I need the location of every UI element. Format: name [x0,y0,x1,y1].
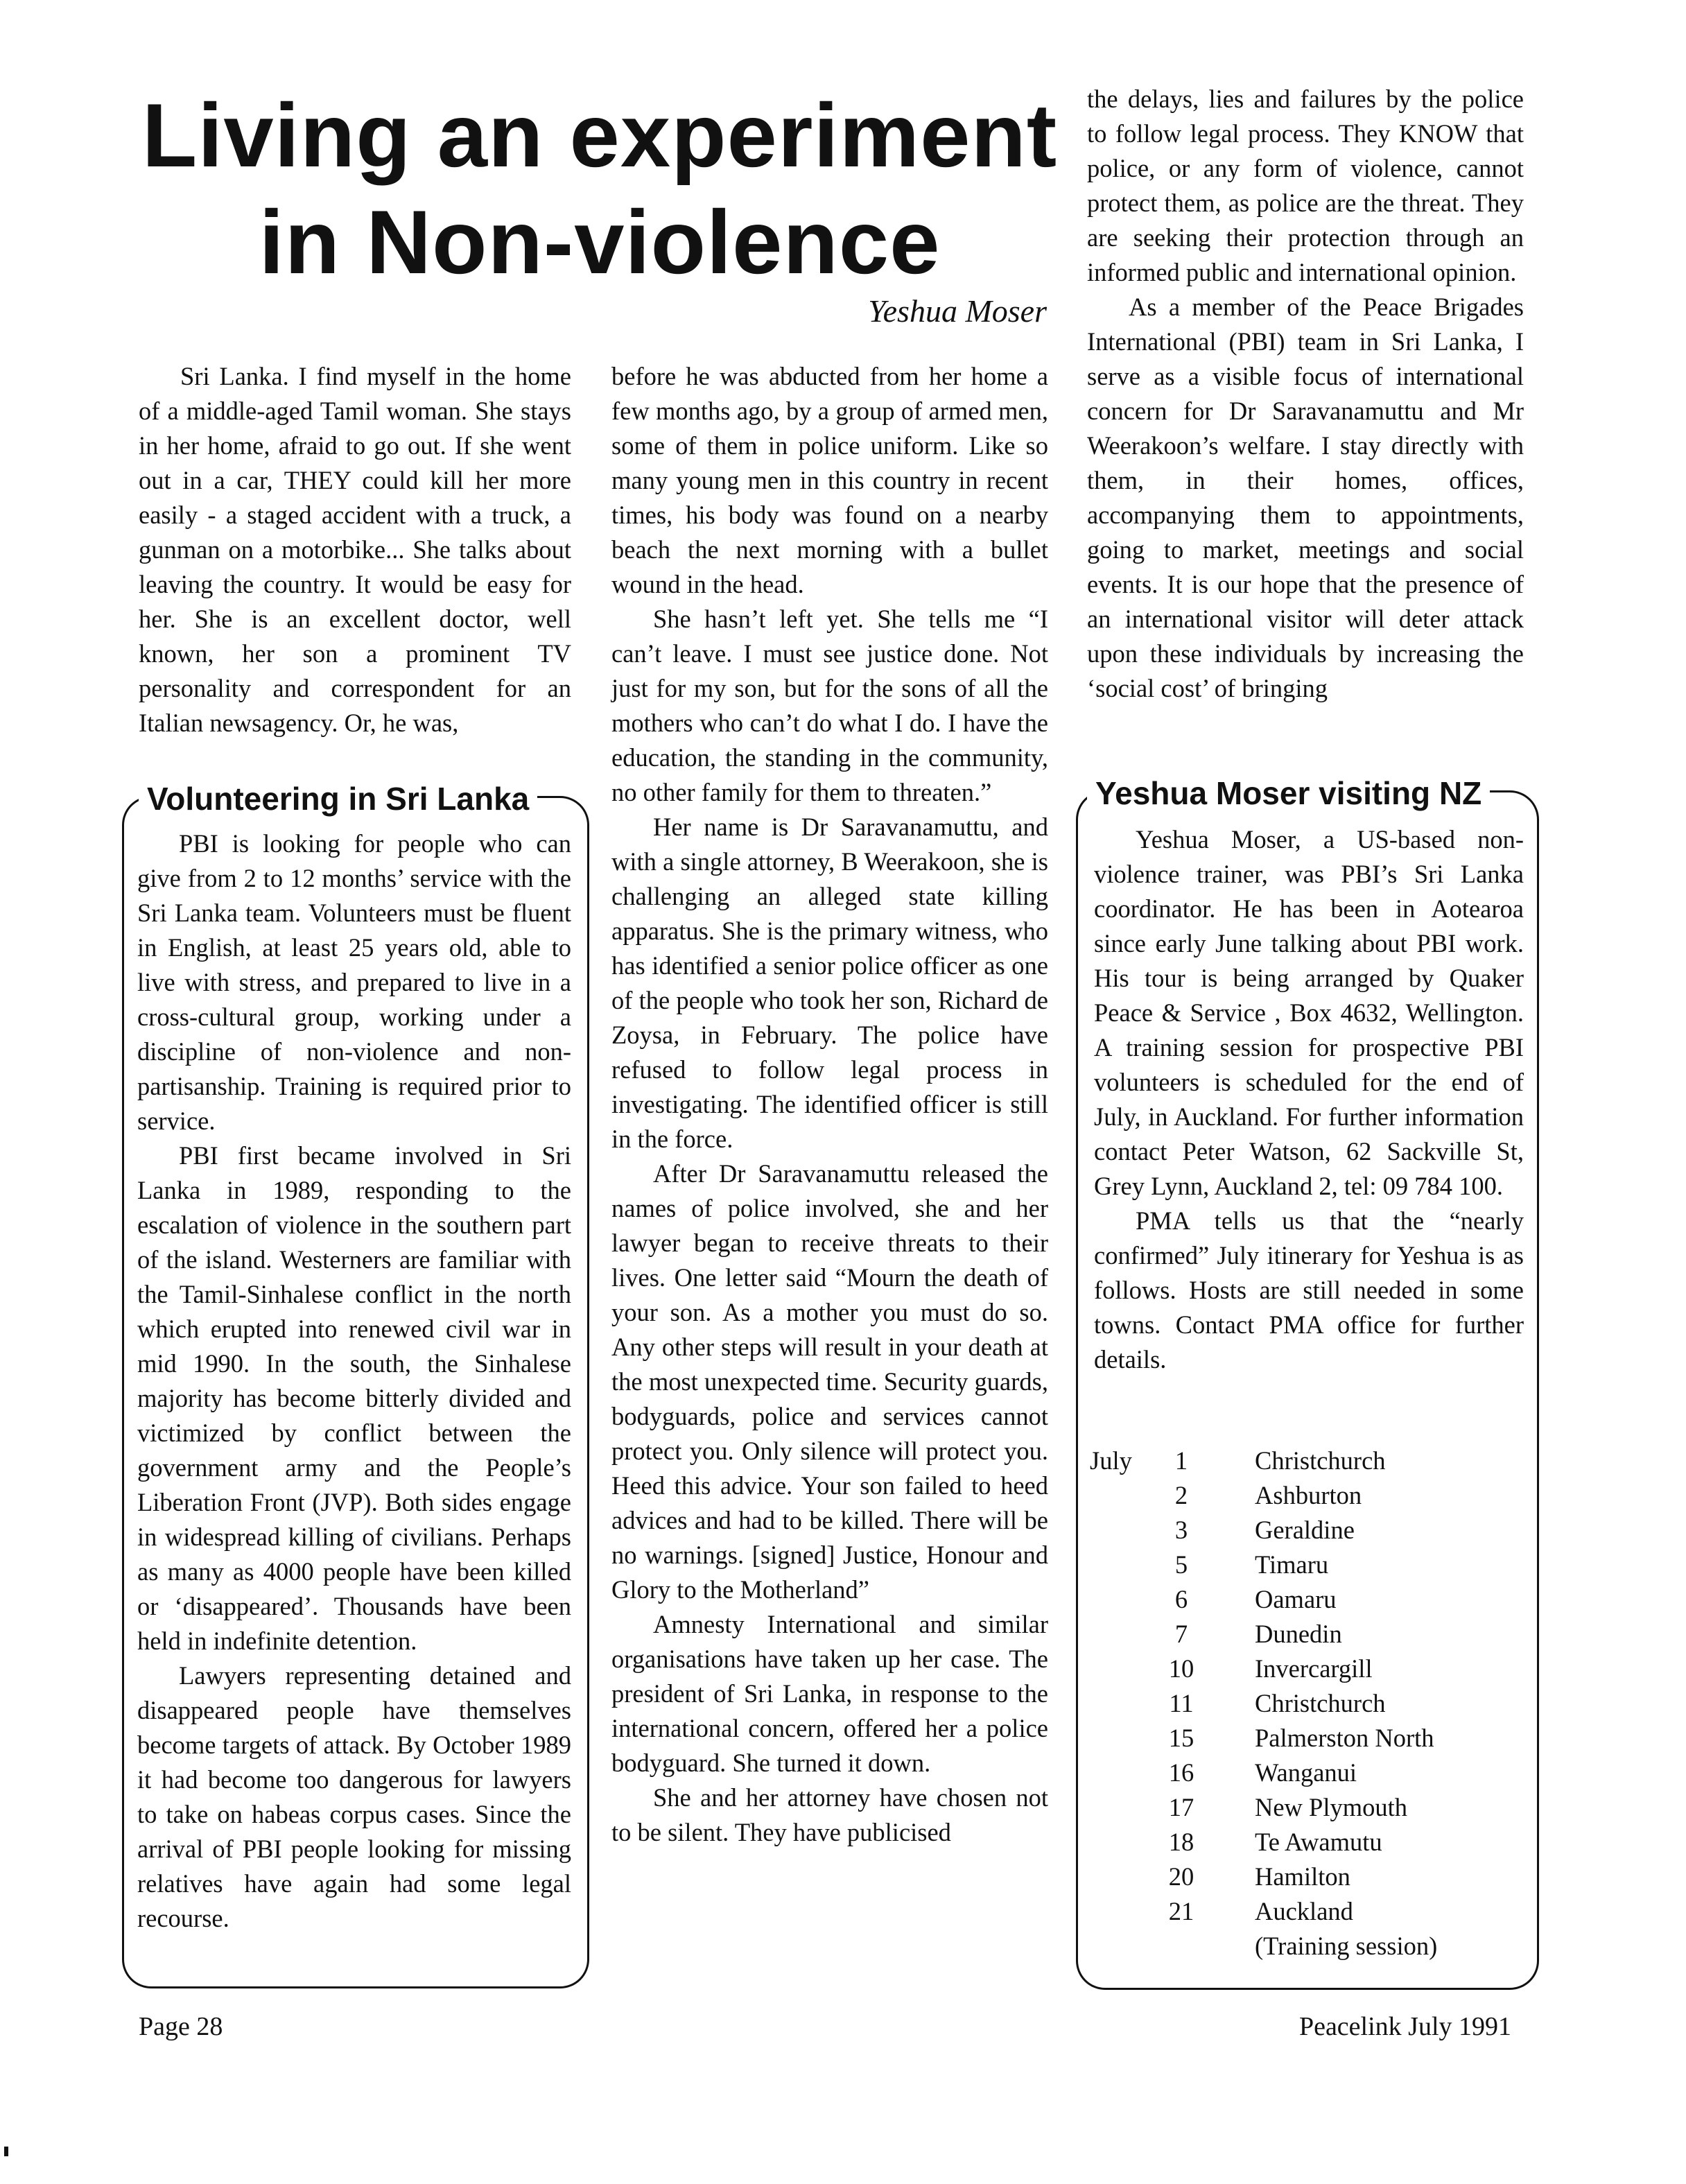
visit-box-title: Yeshua Moser visiting NZ [1087,774,1490,813]
itinerary-row [1090,1617,1520,1652]
itinerary-row [1090,1478,1520,1513]
headline-line-2: in Non-violence [259,191,941,293]
col2-paragraph-3: Her name is Dr Saravanamuttu, and with a single attorney, B Weerakoon, she is challenging an alleged state killing apparatus. She is the primary witness, who has identified a senior police officer as one of the people who took her son, Richard de Zoysa, in February. The police have refused to follow legal process in investigating. The identified officer is still in the force. [611,813,1048,1153]
col2-paragraph-5: Amnesty International and similar organisations have taken up her case. The president of Sri Lanka, in response to the international concern, offered her a police bodyguard. She turned it down. [611,1610,1048,1777]
itinerary-row [1090,1790,1520,1825]
itinerary-town: Dunedin [1255,1620,1342,1648]
itinerary-town: Christchurch [1255,1446,1386,1475]
itinerary-table [1090,1444,1520,1964]
col2-paragraph-1: before he was abducted from her home a few months ago, by a group of armed men, some of them in police uniform. Like so many young men in this country in recent times, his body was found on a nearby beach the next morning with a bullet wound in the head. [611,362,1048,598]
itinerary-town: Christchurch [1255,1689,1386,1717]
volunteering-paragraph-2: PBI first became involved in Sri Lanka in 1989, responding to the escalation of violence in the southern part of the island. Westerners are familiar with the Tamil-Sinhalese conflict in the north which erupted into renewed civil war in mid 1990. In the south, the Sinhalese majority has become bitterly divided and victimized by conflict between the government army and the People’s Liberation Front (JVP). Both sides engage in widespread killing of civilians. Perhaps as many as 4000 people have been killed or ‘disappeared’. Thousands have been held in indefinite detention. [137,1141,571,1655]
visit-paragraph-1: Yeshua Moser, a US-based non-violence trainer, was PBI’s Sri Lanka coordinator. He has been in Aotearoa since early June talking about PBI work. His tour is being arranged by Quaker Peace & Service , Box 4632, Wellington. A training session for prospective PBI volunteers is scheduled for the end of July, in Auckland. For further information contact Peter Watson, 62 Sackville St, Grey Lynn, Auckland 2, tel: 09 784 100. [1094,825,1524,1200]
itinerary-town: Te Awamutu [1255,1828,1382,1856]
page-number: Page 28 [139,2012,223,2041]
itinerary-row [1090,1825,1520,1860]
col1-paragraph-1: Sri Lanka. I find myself in the home of a middle-aged Tamil woman. She stays in her home, afraid to go out. If she went out in a car, THEY could kill her more easily - a staged accident with a truck, a gunman on a motorbike... She talks about leaving the country. It would be easy for her. She is an excellent doctor, well known, her son a prominent TV personality and correspondent for an Italian newsagency. Or, he was, [139,362,571,737]
itinerary-town: Hamilton [1255,1862,1350,1891]
itinerary-town: Oamaru [1255,1585,1337,1613]
itinerary-row [1090,1929,1520,1964]
itinerary-town: Invercargill [1255,1654,1373,1683]
itinerary-town: Auckland [1255,1897,1353,1925]
itinerary-day: 10 [1168,1654,1194,1683]
itinerary-day: 3 [1174,1516,1188,1544]
itinerary-town: Wanganui [1255,1758,1357,1787]
article-column-3 [1087,82,1524,706]
itinerary-town: Timaru [1255,1550,1329,1579]
col3-paragraph-2: As a member of the Peace Brigades International (PBI) team in Sri Lanka, I serve as a visible focus of international concern for Dr Saravanamuttu and Mr Weerakoon’s welfare. I stay directly with them, in their homes, offices, accompanying them to appointments, going to market, meetings and social events. It is our hope that the presence of an international visitor will deter attack upon these individuals by increasing the ‘social cost’ of bringing [1087,293,1524,702]
itinerary-day: 15 [1168,1724,1194,1752]
article-headline [139,82,1061,295]
itinerary-town: Palmerston North [1255,1724,1434,1752]
visit-box-body [1094,822,1524,1377]
visit-paragraph-2: PMA tells us that the “nearly confirmed” July itinerary for Yeshua is as follows. Hosts are still needed in some towns. Contact PMA office for further details. [1094,1206,1524,1373]
itinerary-town: Ashburton [1255,1481,1362,1509]
col2-paragraph-4: After Dr Saravanamuttu released the names of police involved, she and her lawyer began to receive threats to their lives. One letter said “Mourn the death of your son. As a mother you must do so. Any other steps will result in your death at the most unexpected time. Security guards, bodyguards, police and services cannot protect you. Only silence will protect you. Heed this advice. Your son failed to heed advices and had to be killed. There will be no warnings. [signed] Justice, Honour and Glory to the Motherland” [611,1159,1048,1604]
itinerary-row [1090,1860,1520,1894]
itinerary-day: 1 [1174,1446,1188,1475]
itinerary-row [1090,1686,1520,1721]
itinerary-day: 20 [1168,1862,1194,1891]
article-column-1 [139,359,571,740]
itinerary-day: 21 [1168,1897,1194,1925]
itinerary-day: 2 [1174,1481,1188,1509]
itinerary-row [1090,1513,1520,1548]
itinerary-row [1090,1756,1520,1790]
itinerary-day: 7 [1174,1620,1188,1648]
volunteering-paragraph-3: Lawyers representing detained and disappeared people have themselves become targets of attack. By October 1989 it had become too dangerous for lawyers to take on habeas corpus cases. Since the arrival of PBI people looking for missing relatives have again had some legal recourse. [137,1661,571,1932]
itinerary-row [1090,1444,1520,1478]
itinerary-month: July [1090,1446,1132,1475]
scan-artifact-mark [4,2147,8,2156]
itinerary-town: New Plymouth [1255,1793,1408,1821]
itinerary-day: 17 [1168,1793,1194,1821]
col2-paragraph-2: She hasn’t left yet. She tells me “I can’t leave. I must see justice done. Not just for my son, but for the sons of all the mothers who can’t do what I do. I have the education, the standing in the community, no other family for them to threaten.” [611,605,1048,806]
itinerary-day: 11 [1169,1689,1194,1717]
issue-label: Peacelink July 1991 [1298,2012,1511,2041]
itinerary-row [1090,1548,1520,1582]
headline-line-1: Living an experiment [141,85,1058,186]
volunteering-paragraph-1: PBI is looking for people who can give from 2 to 12 months’ service with the Sri Lanka team. Volunteers must be fluent in English, at least 25 years old, able to live with stress, and prepared to live in a cross-cultural group, working under a discipline of non-violence and non-partisanship. Training is required prior to service. [137,829,571,1135]
itinerary-day: 6 [1174,1585,1188,1613]
volunteering-box-body [137,826,571,1936]
itinerary-row [1090,1652,1520,1686]
article-column-2 [611,359,1048,1850]
itinerary-row [1090,1721,1520,1756]
itinerary-row [1090,1582,1520,1617]
col2-paragraph-6: She and her attorney have chosen not to be silent. They have publicised [611,1783,1048,1846]
itinerary-town: (Training session) [1255,1932,1438,1960]
author-byline: Yeshua Moser [868,293,1047,329]
itinerary-town: Geraldine [1255,1516,1355,1544]
itinerary-day: 5 [1174,1550,1188,1579]
itinerary-day: 18 [1168,1828,1194,1856]
volunteering-box-title: Volunteering in Sri Lanka [139,779,537,818]
itinerary-row [1090,1894,1520,1929]
col3-paragraph-1: the delays, lies and failures by the police to follow legal process. They KNOW that police, or any form of violence, cannot protect them, as police are the threat. They are seeking their protection through an informed public and international opinion. [1087,85,1524,286]
itinerary-day: 16 [1168,1758,1194,1787]
